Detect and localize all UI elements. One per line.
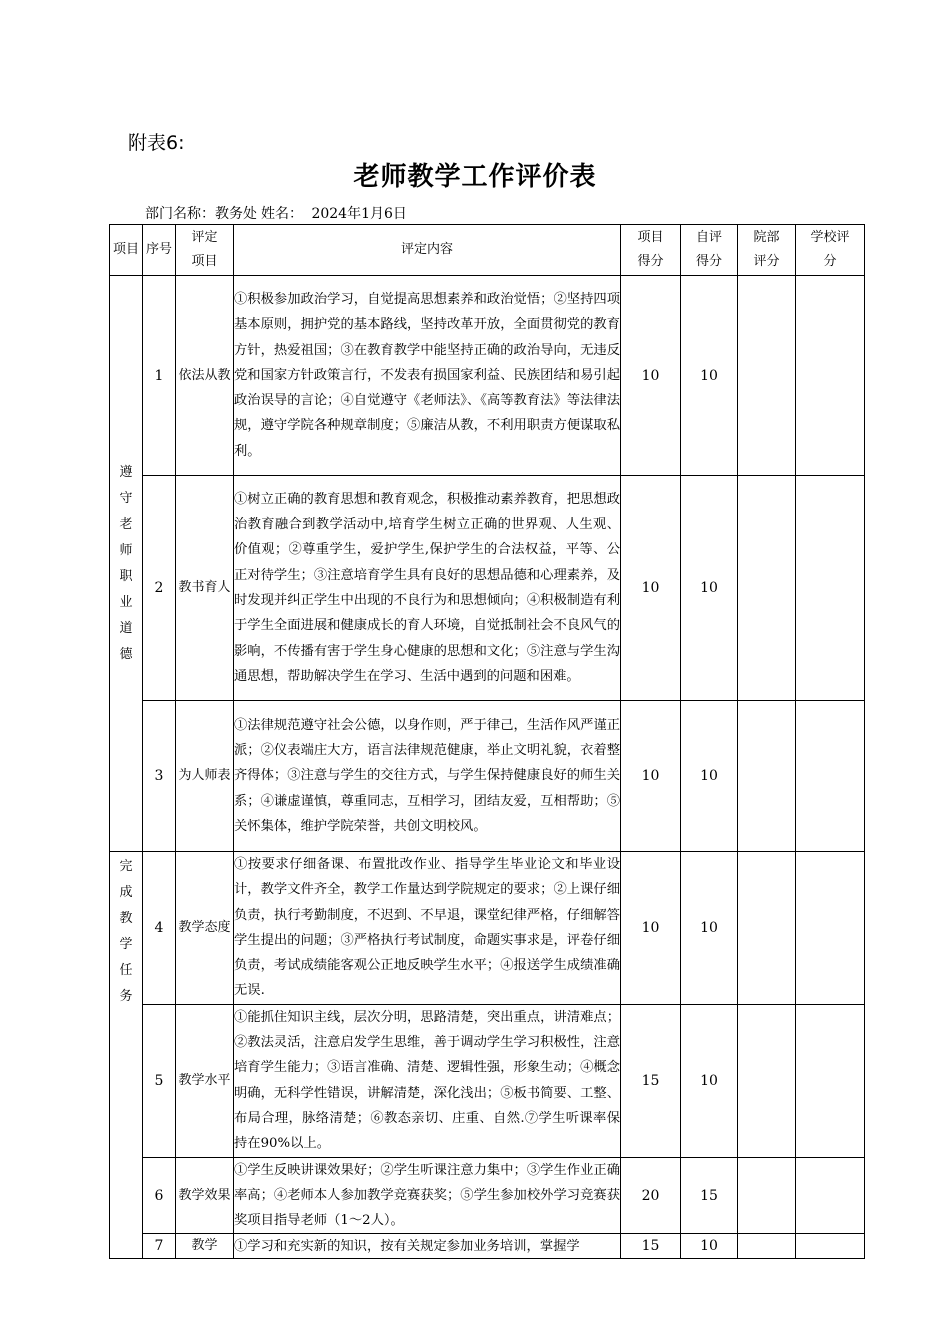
self-score: 10 [681,852,738,1005]
item-score: 15 [621,1004,681,1157]
school-score [796,701,865,852]
item-score: 15 [621,1234,681,1259]
item-name: 教学态度 [176,852,234,1005]
category-label: 遵守老师职业道德 [119,464,133,662]
col-header-category: 项目 [110,225,143,276]
col-header-content: 评定内容 [234,225,621,276]
form-meta-line [145,203,411,223]
item-name: 教学 [176,1234,234,1259]
dept-score [738,276,796,476]
category-cell [110,852,143,1259]
table-row [110,1234,865,1259]
item-score: 10 [621,701,681,852]
category-cell [110,276,143,852]
school-score [796,1004,865,1157]
row-number: 4 [143,852,176,1005]
dept-score [738,852,796,1005]
item-score: 10 [621,476,681,701]
school-score [796,276,865,476]
col-header-item-score: 项目得分 [621,225,681,276]
col-header-dept-score: 院部评分 [738,225,796,276]
table-row [110,1157,865,1234]
self-score: 10 [681,1234,738,1259]
table-header-row [110,225,865,276]
item-content: ①学生反映讲课效果好；②学生听课注意力集中；③学生作业正确率高；④老师本人参加教学竞赛获奖；⑤学生参加校外学习竞赛获奖项目指导老师（1～2人）。 [234,1157,621,1234]
item-score: 20 [621,1157,681,1234]
table-row [110,852,865,1005]
col-header-number: 序号 [143,225,176,276]
self-score: 10 [681,276,738,476]
row-number: 1 [143,276,176,476]
school-score [796,1157,865,1234]
self-score: 10 [681,1004,738,1157]
col-header-item: 评定项目 [176,225,234,276]
appendix-label: 附表6: [128,132,185,154]
self-score: 10 [681,476,738,701]
dept-score [738,1234,796,1259]
self-score: 10 [681,701,738,852]
item-name: 教书育人 [176,476,234,701]
table-row [110,276,865,476]
row-number: 5 [143,1004,176,1157]
item-content: ①能抓住知识主线，层次分明，思路清楚，突出重点，讲清难点；②教法灵活，注意启发学生思维，善于调动学生学习积极性，注意培育学生能力；③语言准确、清楚、逻辑性强，形象生动；④概念明确，无科学性错误，讲解清楚，深化浅出；⑤板书简要、工整、布局合理，脉络清楚；⑥教态亲切、庄重、自然.⑦学生听课率保持在90%以上。 [234,1004,621,1157]
date-value: 2024年1月6日 [311,206,407,222]
item-score: 10 [621,852,681,1005]
item-score: 10 [621,276,681,476]
evaluation-table [109,224,865,1259]
row-number: 3 [143,701,176,852]
item-content: ①树立正确的教育思想和教育观念，积极推动素养教育，把思想政治教育融合到教学活动中,培育学生树立正确的世界观、人生观、价值观；②尊重学生，爱护学生,保护学生的合法权益，平等、公正对待学生；③注意培育学生具有良好的思想品德和心理素养，及时发现并纠正学生中出现的不良行为和思想倾向；④积极制造有利于学生全面进展和健康成长的育人环境，自觉抵制社会不良风气的影响，不传播有害于学生身心健康的思想和文化；⑤注意与学生沟通思想，帮助解决学生在学习、生活中遇到的问题和困难。 [234,476,621,701]
dept-score [738,701,796,852]
table-row [110,476,865,701]
table-row [110,701,865,852]
row-number: 2 [143,476,176,701]
col-header-school-score: 学校评分 [796,225,865,276]
dept-score [738,1004,796,1157]
item-content: ①法律规范遵守社会公德，以身作则，严于律己，生活作风严谨正派；②仪表端庄大方，语言法律规范健康，举止文明礼貌，衣着整齐得体；③注意与学生的交往方式，与学生保持健康良好的师生关系；④谦虚谨慎，尊重同志，互相学习，团结友爱，互相帮助；⑤关怀集体，维护学院荣誉，共创文明校风。 [234,701,621,852]
item-content: ①学习和充实新的知识，按有关规定参加业务培训，掌握学 [234,1234,621,1259]
dept-score [738,1157,796,1234]
dept-score [738,476,796,701]
col-header-self-score: 自评得分 [681,225,738,276]
category-label: 完成教学任务 [119,859,133,1004]
item-name: 教学效果 [176,1157,234,1234]
item-content: ①按要求仔细备课、布置批改作业、指导学生毕业论文和毕业设计，教学文件齐全，教学工作量达到学院规定的要求；②上课仔细负责，执行考勤制度，不迟到、不早退，课堂纪律严格，仔细解答学生提出的问题；③严格执行考试制度，命题实事求是，评卷仔细负责，考试成绩能客观公正地反映学生水平；④报送学生成绩准确无误. [234,852,621,1005]
item-name: 依法从教 [176,276,234,476]
school-score [796,1234,865,1259]
row-number: 6 [143,1157,176,1234]
self-score: 15 [681,1157,738,1234]
table-row [110,1004,865,1157]
name-label: 姓名： [261,206,303,222]
item-name: 为人师表 [176,701,234,852]
school-score [796,852,865,1005]
school-score [796,476,865,701]
row-number: 7 [143,1234,176,1259]
page-title: 老师教学工作评价表 [353,162,597,192]
item-name: 教学水平 [176,1004,234,1157]
department-label: 部门名称：教务处 [145,206,257,222]
item-content: ①积极参加政治学习，自觉提高思想素养和政治觉悟；②坚持四项基本原则，拥护党的基本路线，坚持改革开放，全面贯彻党的教育方针，热爱祖国；③在教育教学中能坚持正确的政治导向，无违反党和国家方针政策言行，不发表有损国家利益、民族团结和易引起政治误导的言论；④自觉遵守《老师法》、《高等教育法》等法律法规，遵守学院各种规章制度；⑤廉洁从教，不利用职责方便谋取私利。 [234,276,621,476]
